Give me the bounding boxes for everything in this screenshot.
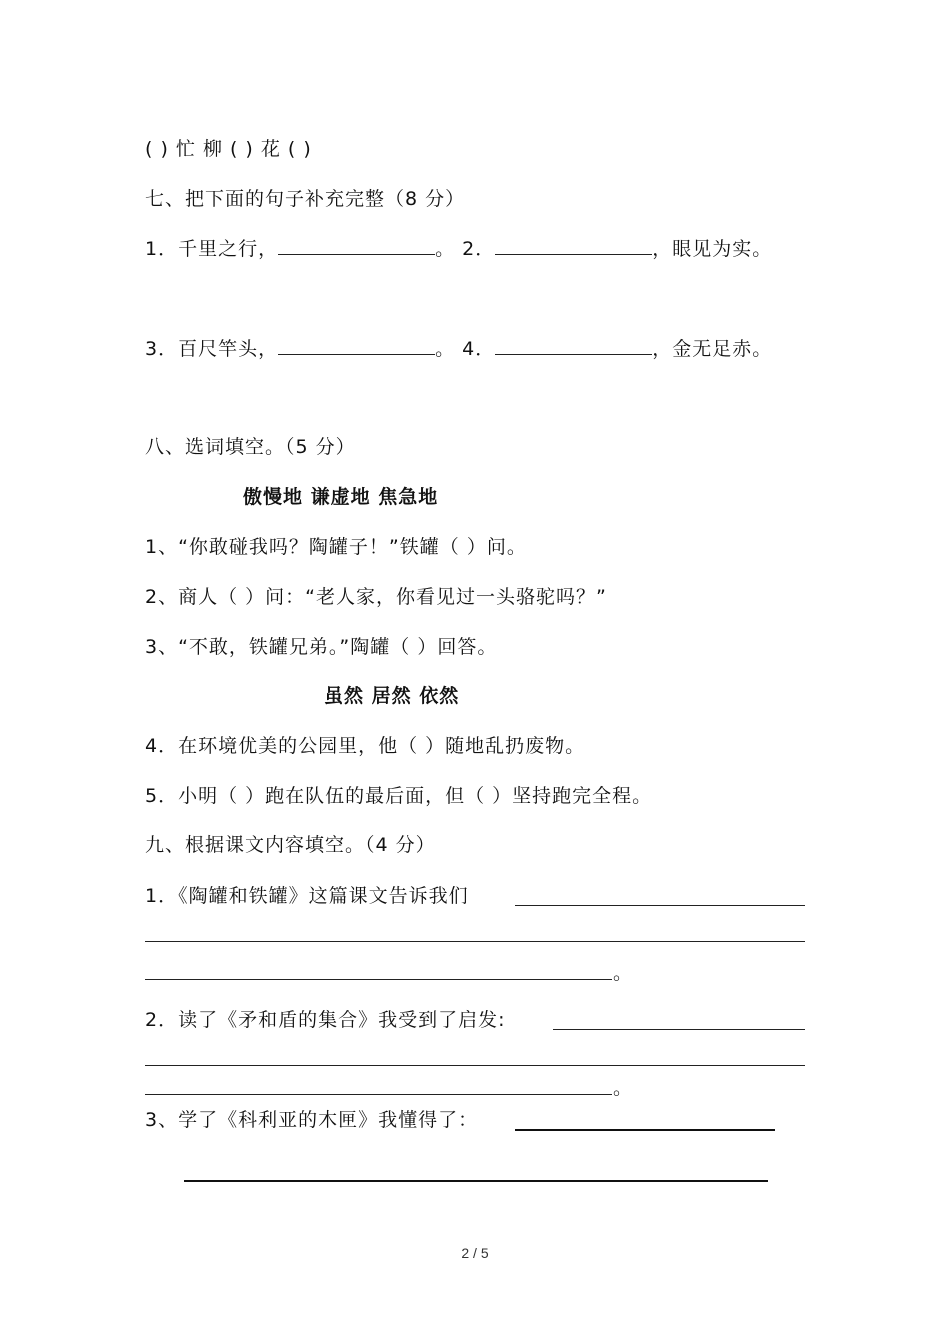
item-2-blank[interactable]: [495, 236, 652, 255]
section8-item-3: 3、“不敢，铁罐兄弟。”陶罐（ ）回答。: [145, 636, 498, 658]
section9-item-1: 1．《陶罐和铁罐》这篇课文告诉我们: [145, 885, 469, 907]
section8-item-2: [145, 584, 607, 610]
word-bank-2: 虽然 居然 依然: [324, 685, 460, 707]
item-1-blank[interactable]: [278, 236, 435, 255]
page-number: 2 / 5: [461, 1245, 489, 1261]
section9-item-3: 3、学了《科利亚的木匣》我懂得了：: [145, 1109, 479, 1131]
answer-line[interactable]: [145, 1094, 612, 1095]
item-2-prompt: 。 2．: [435, 238, 496, 260]
item-3-blank[interactable]: [278, 336, 435, 355]
answer-line[interactable]: [145, 941, 805, 942]
item-4-prompt: 。 4．: [435, 338, 496, 360]
section8-item-4: 4．在环境优美的公园里，他（ ）随地乱扔废物。: [145, 735, 586, 757]
section9-title: 九、根据课文内容填空。（4 分）: [145, 834, 436, 856]
section7-item-3-4: [145, 336, 772, 362]
section8-item-5: 5．小明（ ）跑在队伍的最后面，但（ ）坚持跑完全程。: [145, 785, 653, 807]
section6-tail-line: ( ) 忙 柳 ( ) 花 ( ): [145, 138, 312, 160]
word-bank-1: 傲慢地 谦虚地 焦急地: [243, 486, 439, 508]
item-2-text: 、商人（ ）问：“老人家，你看见过一头骆驼吗？”: [158, 586, 607, 608]
answer-line[interactable]: [145, 1065, 805, 1066]
item-2-suffix: ，眼见为实。: [652, 238, 773, 260]
answer-line[interactable]: [515, 905, 805, 906]
item-2-number: 2: [145, 586, 159, 608]
answer-line[interactable]: [553, 1029, 805, 1030]
item-4-suffix: ，金无足赤。: [652, 338, 773, 360]
answer-line[interactable]: [184, 1180, 768, 1182]
section9-item-1-end: 。: [613, 962, 634, 984]
section9-item-2-end: 。: [613, 1077, 634, 1099]
item-4-blank[interactable]: [495, 336, 652, 355]
section8-item-1: 1、“你敢碰我吗？陶罐子！”铁罐（ ）问。: [145, 536, 527, 558]
item-3-prompt: 3．百尺竿头，: [145, 338, 279, 360]
item-1-prompt: 1．千里之行，: [145, 238, 279, 260]
section8-title: 八、选词填空。（5 分）: [145, 436, 356, 458]
answer-line[interactable]: [145, 979, 612, 980]
section7-item-1-2: [145, 236, 772, 262]
section7-title: 七、把下面的句子补充完整（8 分）: [145, 188, 466, 210]
section9-item-2: 2．读了《矛和盾的集合》我受到了启发:: [145, 1009, 506, 1031]
answer-line[interactable]: [515, 1129, 775, 1131]
